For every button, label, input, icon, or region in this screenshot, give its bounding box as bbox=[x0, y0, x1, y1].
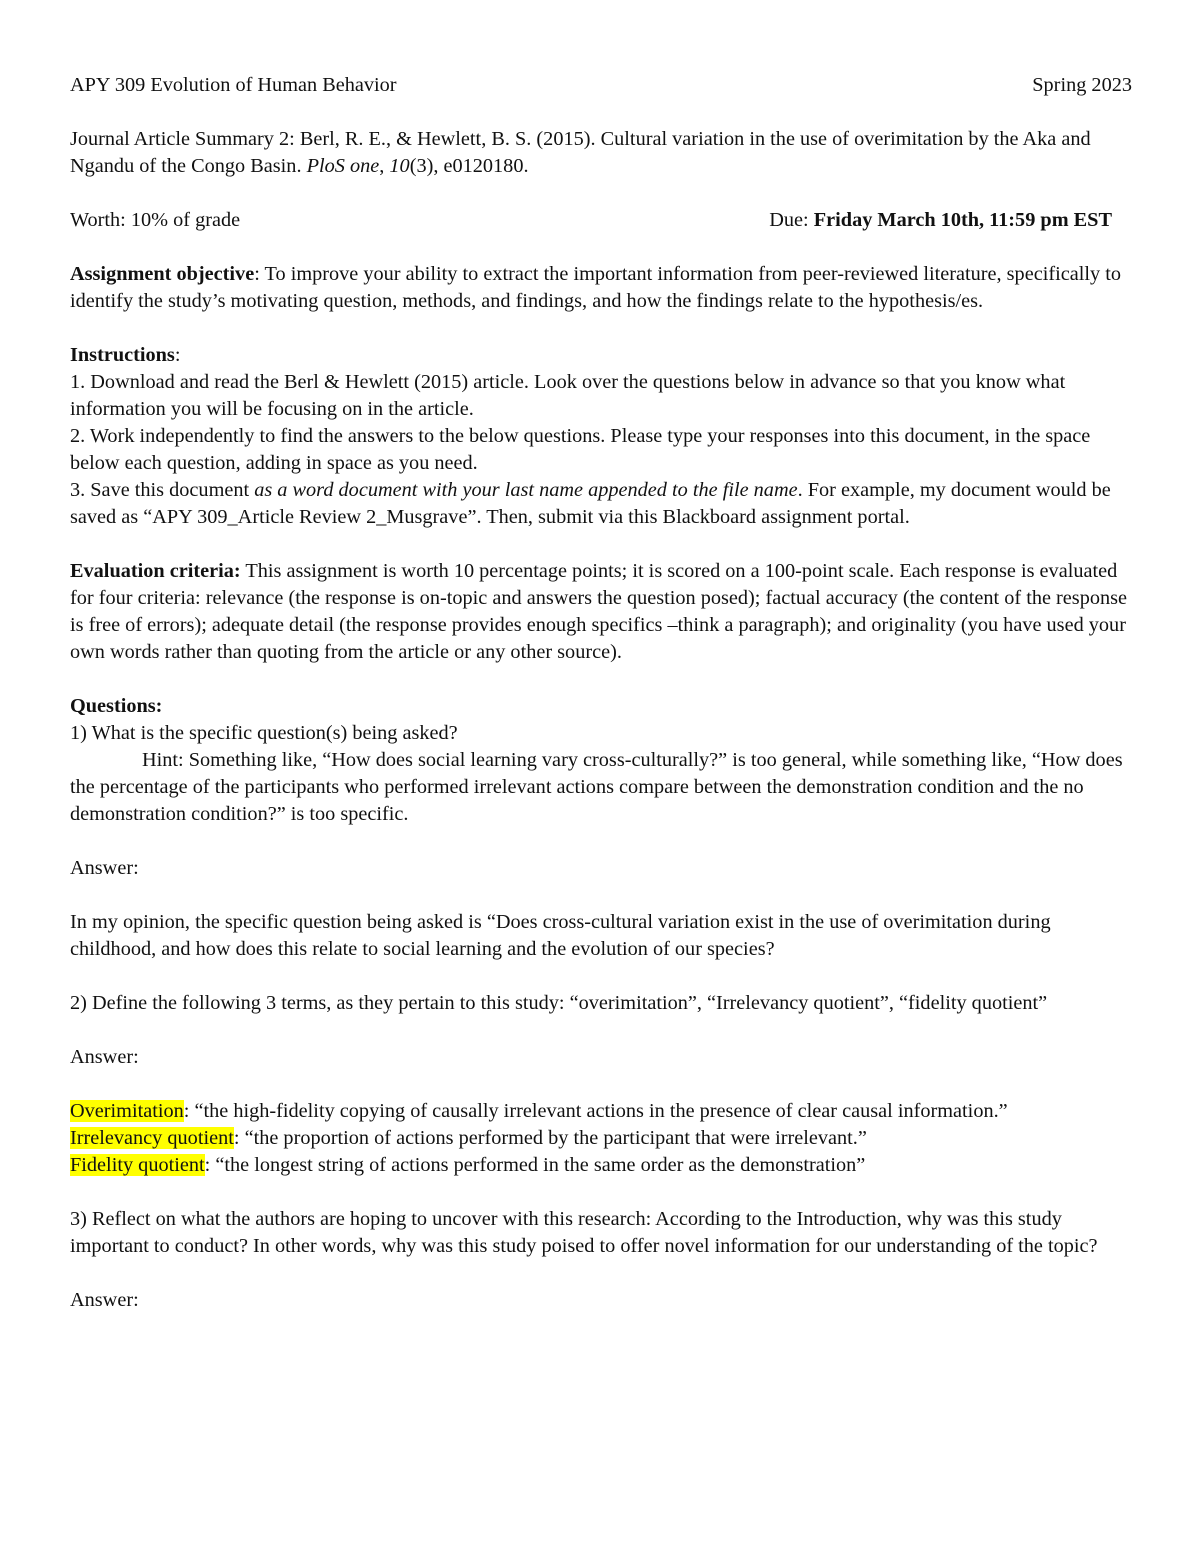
definition-irrelevancy-quotient bbox=[70, 1125, 1132, 1152]
questions-section bbox=[70, 693, 1132, 1314]
journal-name: PloS one bbox=[306, 155, 380, 177]
evaluation-criteria bbox=[70, 558, 1132, 666]
definition-text-1: : “the high-fidelity copying of causally irrelevant actions in the presence of clear causal information.” bbox=[183, 1100, 1008, 1122]
document-body bbox=[70, 72, 1132, 1314]
instructions-section bbox=[70, 342, 1132, 531]
instruction-item-3 bbox=[70, 477, 1132, 531]
citation-separator: , bbox=[379, 155, 390, 177]
question-3: 3) Reflect on what the authors are hoping to uncover with this research: According to the Introduction, why was this study important to conduct? In other words, why was this study poised to offer novel information for our understanding of the topic? bbox=[70, 1208, 1098, 1257]
definition-text-3: : “the longest string of actions performed in the same order as the demonstration” bbox=[204, 1154, 866, 1176]
question-2: 2) Define the following 3 terms, as they pertain to this study: “overimitation”, “Irrelevancy quotient”, “fidelity quotient” bbox=[70, 992, 1048, 1014]
instructions-heading bbox=[70, 342, 1132, 369]
worth-due-row bbox=[70, 207, 1132, 234]
question-1: 1) What is the specific question(s) being asked? bbox=[70, 722, 458, 744]
assignment-objective bbox=[70, 261, 1132, 315]
instruction-item-1: 1. Download and read the Berl & Hewlett (2015) article. Look over the questions below in advance so that you know what information you will be focusing on in the article. bbox=[70, 371, 1066, 420]
evaluation-text: This assignment is worth 10 percentage points; it is scored on a 100-point scale. Each response is evaluated for four criteria: relevance (the response is on-topic and answers the question posed); factual accuracy (the content of the response is free of errors); adequate detail (the response provides enough specifics –think a paragraph); and originality (you have used your own words rather than quoting from the article or any other source). bbox=[70, 560, 1128, 663]
journal-volume: 10 bbox=[389, 155, 410, 177]
instructions-label: Instructions bbox=[70, 344, 175, 366]
due-date bbox=[769, 207, 1112, 234]
answer-1: In my opinion, the specific question being asked is “Does cross-cultural variation exist in the use of overimitation during childhood, and how does this relate to social learning and the evolution of our species? bbox=[70, 911, 1051, 960]
questions-label: Questions: bbox=[70, 695, 163, 717]
instruction-3-italic: as a word document with your last name appended to the file name bbox=[254, 479, 798, 501]
worth: Worth: 10% of grade bbox=[70, 209, 241, 231]
citation-text: Journal Article Summary 2: Berl, R. E., & Hewlett, B. S. (2015). Cultural variation in the use of overimitation by the Aka and Ngandu of the Congo Basin. bbox=[70, 128, 1091, 177]
answer-label-3: Answer: bbox=[70, 1289, 139, 1311]
definition-fidelity-quotient bbox=[70, 1152, 1132, 1179]
term: Spring 2023 bbox=[1032, 74, 1132, 96]
citation bbox=[70, 126, 1132, 180]
header-row bbox=[70, 72, 1132, 99]
questions-heading bbox=[70, 693, 1132, 720]
due-label: Due: bbox=[769, 209, 814, 231]
citation-issue: (3), e0120180. bbox=[409, 155, 529, 177]
definition-text-2: : “the proportion of actions performed by the participant that were irrelevant.” bbox=[233, 1127, 867, 1149]
instruction-3-text-a: 3. Save this document bbox=[70, 479, 255, 501]
objective-text: : To improve your ability to extract the important information from peer-reviewed literature, specifically to identify the study’s motivating question, methods, and findings, and how the findings relate to the hypothesis/es. bbox=[70, 263, 1121, 312]
question-1-hint bbox=[70, 747, 1132, 828]
term-overimitation: Overimitation bbox=[70, 1100, 184, 1122]
instruction-3-text-b: . For example, my document would be saved as “APY 309_Article Review 2_Musgrave”. Then, submit via this Blackboard assignment portal. bbox=[70, 479, 1111, 528]
due-value: Friday March 10th, 11:59 pm EST bbox=[813, 209, 1112, 231]
answer-label-1: Answer: bbox=[70, 857, 139, 879]
objective-label: Assignment objective bbox=[70, 263, 255, 285]
instructions-colon: : bbox=[174, 344, 181, 366]
term-fidelity-quotient: Fidelity quotient bbox=[70, 1154, 205, 1176]
answer-label-2: Answer: bbox=[70, 1046, 139, 1068]
hint-text: Hint: Something like, “How does social learning vary cross-culturally?” is too general, while something like, “How does the percentage of the participants who performed irrelevant actions compare between the demonstration condition and the no demonstration condition?” is too specific. bbox=[70, 749, 1123, 825]
evaluation-label: Evaluation criteria: bbox=[70, 560, 241, 582]
instruction-item-2: 2. Work independently to find the answers to the below questions. Please type your responses into this document, in the space below each question, adding in space as you need. bbox=[70, 425, 1091, 474]
term-irrelevancy-quotient: Irrelevancy quotient bbox=[70, 1127, 234, 1149]
course-title: APY 309 Evolution of Human Behavior bbox=[70, 74, 397, 96]
definition-overimitation bbox=[70, 1098, 1132, 1125]
